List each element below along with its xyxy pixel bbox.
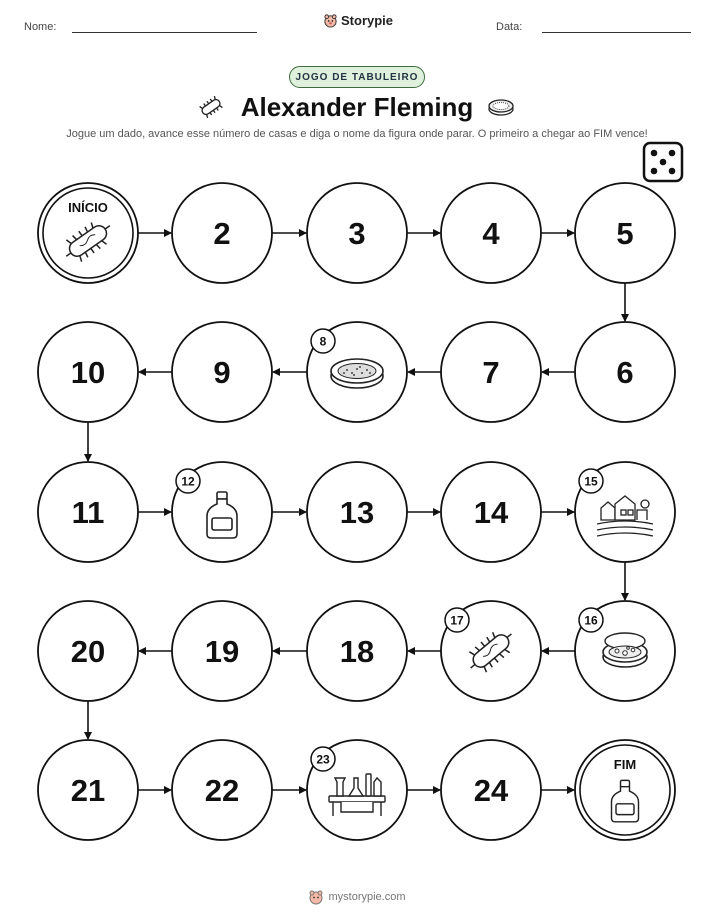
page-title: Alexander Fleming <box>240 92 474 122</box>
board-cell-17 <box>441 601 541 701</box>
cell-number: 24 <box>473 773 509 808</box>
cell-number: 22 <box>204 773 240 808</box>
petri-dish-icon <box>331 359 383 388</box>
board-cell-19 <box>172 601 272 701</box>
cell-number: 7 <box>482 355 500 390</box>
cell-number: 14 <box>473 495 509 530</box>
brand-name: Storypie <box>341 13 394 28</box>
footer-url[interactable]: mystorypie.com <box>328 891 406 903</box>
cell-number: 23 <box>316 752 330 767</box>
cell-number: 4 <box>482 216 500 251</box>
cell-number: 19 <box>204 634 240 669</box>
board-cell-14 <box>441 462 541 562</box>
cell-number: 9 <box>213 355 231 390</box>
cell-number: 18 <box>339 634 375 669</box>
date-label: Data: <box>496 21 523 33</box>
board-cell-24 <box>441 740 541 840</box>
board-cell-8 <box>307 322 407 422</box>
cell-number: 5 <box>616 216 634 251</box>
cell-number: 8 <box>319 334 327 349</box>
board-cell-2 <box>172 183 272 283</box>
cell-number: 2 <box>213 216 231 251</box>
cell-number: 21 <box>70 773 106 808</box>
board-cell-7 <box>441 322 541 422</box>
board-cell-23 <box>307 740 407 840</box>
cell-number: 12 <box>181 474 195 489</box>
board-cell-22 <box>172 740 272 840</box>
cell-number: 11 <box>71 495 105 530</box>
storypie-mascot-icon <box>308 889 324 905</box>
cell-number: 10 <box>70 355 106 390</box>
petri-colonies-icon <box>603 633 647 667</box>
game-type-badge: JOGO DE TABULEIRO <box>289 66 425 88</box>
cell-number: 16 <box>584 613 598 628</box>
board-cell-15 <box>575 462 675 562</box>
board-cell-12 <box>172 462 272 562</box>
board-cell-18 <box>307 601 407 701</box>
cell-number: 20 <box>70 634 106 669</box>
board-cell-10 <box>38 322 138 422</box>
board-cell-25 <box>575 740 675 840</box>
board-cell-9 <box>172 322 272 422</box>
board-cell-20 <box>38 601 138 701</box>
finish-label: FIM <box>613 757 637 772</box>
cell-number: 15 <box>584 474 598 489</box>
name-label: Nome: <box>24 21 57 33</box>
footer <box>0 889 714 905</box>
board-cell-5 <box>575 183 675 283</box>
cell-number: 6 <box>616 355 634 390</box>
board-cell-4 <box>441 183 541 283</box>
cell-number: 3 <box>348 216 366 251</box>
start-label: INÍCIO <box>68 200 108 215</box>
board-cell-21 <box>38 740 138 840</box>
board-cell-11 <box>38 462 138 562</box>
cell-number: 17 <box>450 613 464 628</box>
cell-number: 13 <box>339 495 375 530</box>
board-cell-13 <box>307 462 407 562</box>
instructions: Jogue um dado, avance esse número de casas e diga o nome da figura onde parar. O primeiro a chegar ao FIM vence! <box>66 128 648 140</box>
board-cell-16 <box>575 601 675 701</box>
board-cell-6 <box>575 322 675 422</box>
board-cell-1 <box>38 183 138 283</box>
board-cell-3 <box>307 183 407 283</box>
